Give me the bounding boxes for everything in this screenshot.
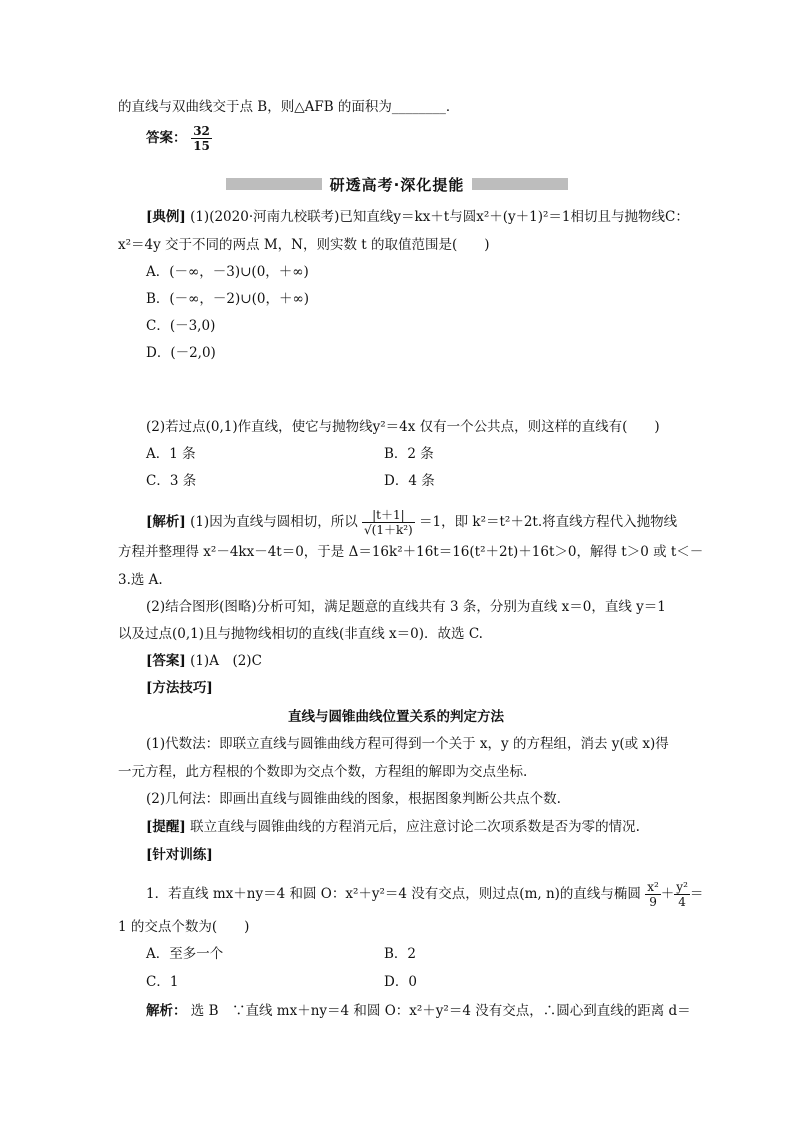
question-1-line-2: 1 的交点个数为( ) [118, 919, 250, 935]
training-label: [针对训练] [146, 847, 213, 863]
answer-numerator: 32 [193, 124, 210, 138]
method-label: [方法技巧] [146, 680, 213, 696]
example-2-text: (2)若过点(0,1)作直线，使它与抛物线y²＝4x 仅有一个公共点，则这样的直线有( ) [146, 419, 660, 435]
method-1-line-1: (1)代数法：即联立直线与圆锥曲线方程可得到一个关于 x，y 的方程组，消去 y(或 x)得 [146, 736, 669, 752]
answer-text: (1)A (2)C [190, 653, 262, 669]
solution-fraction [362, 508, 415, 537]
ellipse-frac-y [674, 880, 690, 909]
solution-line-1 [146, 508, 678, 537]
q1-option-c: C．1 [146, 974, 179, 990]
example-label: [典例] [146, 209, 186, 225]
question-tail: 的直线与双曲线交于点 B，则△AFB 的面积为________． [118, 99, 460, 115]
banner-title: 研透高考·深化提能 [329, 175, 465, 194]
q1-option-a: A．至多一个 [146, 946, 224, 962]
answer-denominator: 15 [193, 139, 210, 153]
method-1-line-2: 一元方程，此方程根的个数即为交点个数，方程组的解即为交点坐标. [118, 764, 528, 780]
option-a: A．(－∞，－3)∪(0，＋∞) [146, 264, 309, 280]
example-line-1 [146, 208, 689, 226]
tip-label: [提醒] [146, 819, 186, 835]
ellipse-frac-x [645, 880, 661, 909]
q1-solution [146, 1002, 691, 1020]
equals-sign: ＝ [689, 886, 704, 902]
frac-y-num: y² [676, 880, 688, 894]
ex2-option-b: B．2 条 [384, 446, 434, 462]
section-banner [226, 172, 568, 196]
solution-line-3: 3.选 A. [118, 572, 163, 588]
answer-label: 答案： [146, 130, 187, 146]
example-line-2: x²＝4y 交于不同的两点 M，N，则实数 t 的取值范围是( ) [118, 237, 490, 253]
solution-label: [解析] [146, 514, 186, 530]
solution-text-pre: (1)因为直线与圆相切，所以 [190, 514, 358, 530]
frac-x-num: x² [647, 880, 659, 894]
frac-x-den: 9 [649, 895, 657, 909]
q1-solution-label: 解析： [146, 1003, 187, 1019]
q1-solution-text: 选 B ∵直线 mx＋ny＝4 和圆 O：x²＋y²＝4 没有交点，∴圆心到直线的距离 d＝ [190, 1003, 691, 1019]
solution-text-post: ＝1，即 k²＝t²＋2t.将直线方程代入抛物线 [419, 514, 678, 530]
q1-option-b: B．2 [384, 946, 417, 962]
option-b: B．(－∞，－2)∪(0，＋∞) [146, 291, 309, 307]
solution-line-4: (2)结合图形(图略)分析可知，满足题意的直线共有 3 条，分别为直线 x＝0，直线 y＝1 [146, 599, 666, 615]
question-1-text: 1．若直线 mx＋ny＝4 和圆 O：x²＋y²＝4 没有交点，则过点(m, n)的直线与椭圆 [146, 886, 641, 902]
example-text-1: (1)(2020·河南九校联考)已知直线y＝kx＋t与圆x²＋(y＋1)²＝1相切且与抛物线C： [190, 209, 689, 225]
option-c: C．(－3,0) [146, 318, 216, 334]
option-d: D．(－2,0) [146, 345, 216, 361]
solution-fraction-num: |t＋1| [362, 508, 415, 523]
ex2-option-c: C．3 条 [146, 473, 197, 489]
answer-fraction [191, 124, 212, 153]
answer-block [146, 124, 674, 153]
method-title: 直线与圆锥曲线位置关系的判定方法 [288, 709, 504, 725]
tip-text: 联立直线与圆锥曲线的方程消元后，应注意讨论二次项系数是否为零的情况. [190, 819, 640, 835]
solution-line-2: 方程并整理得 x²－4kx－4t＝0，于是 Δ＝16k²＋16t＝16(t²＋2t)＋16t＞0，解得 t＞0 或 t＜－ [118, 544, 704, 560]
ex2-option-a: A．1 条 [146, 446, 196, 462]
solution-fraction-den: √(1＋k²) [364, 523, 413, 537]
answer-line [146, 652, 674, 670]
q1-option-d: D．0 [384, 974, 417, 990]
frac-y-den: 4 [678, 895, 686, 909]
tip-line [146, 818, 674, 836]
method-2: (2)几何法：即画出直线与圆锥曲线的图象，根据图象判断公共点个数. [146, 791, 561, 807]
banner-bar-left [226, 178, 322, 190]
answer-label-2: [答案] [146, 653, 186, 669]
question-1-line-1 [146, 880, 704, 909]
banner-bar-right [472, 178, 568, 190]
plus-sign: ＋ [660, 886, 675, 902]
solution-line-5: 以及过点(0,1)且与抛物线相切的直线(非直线 x＝0)．故选 C. [118, 626, 483, 642]
ex2-option-d: D．4 条 [384, 473, 435, 489]
